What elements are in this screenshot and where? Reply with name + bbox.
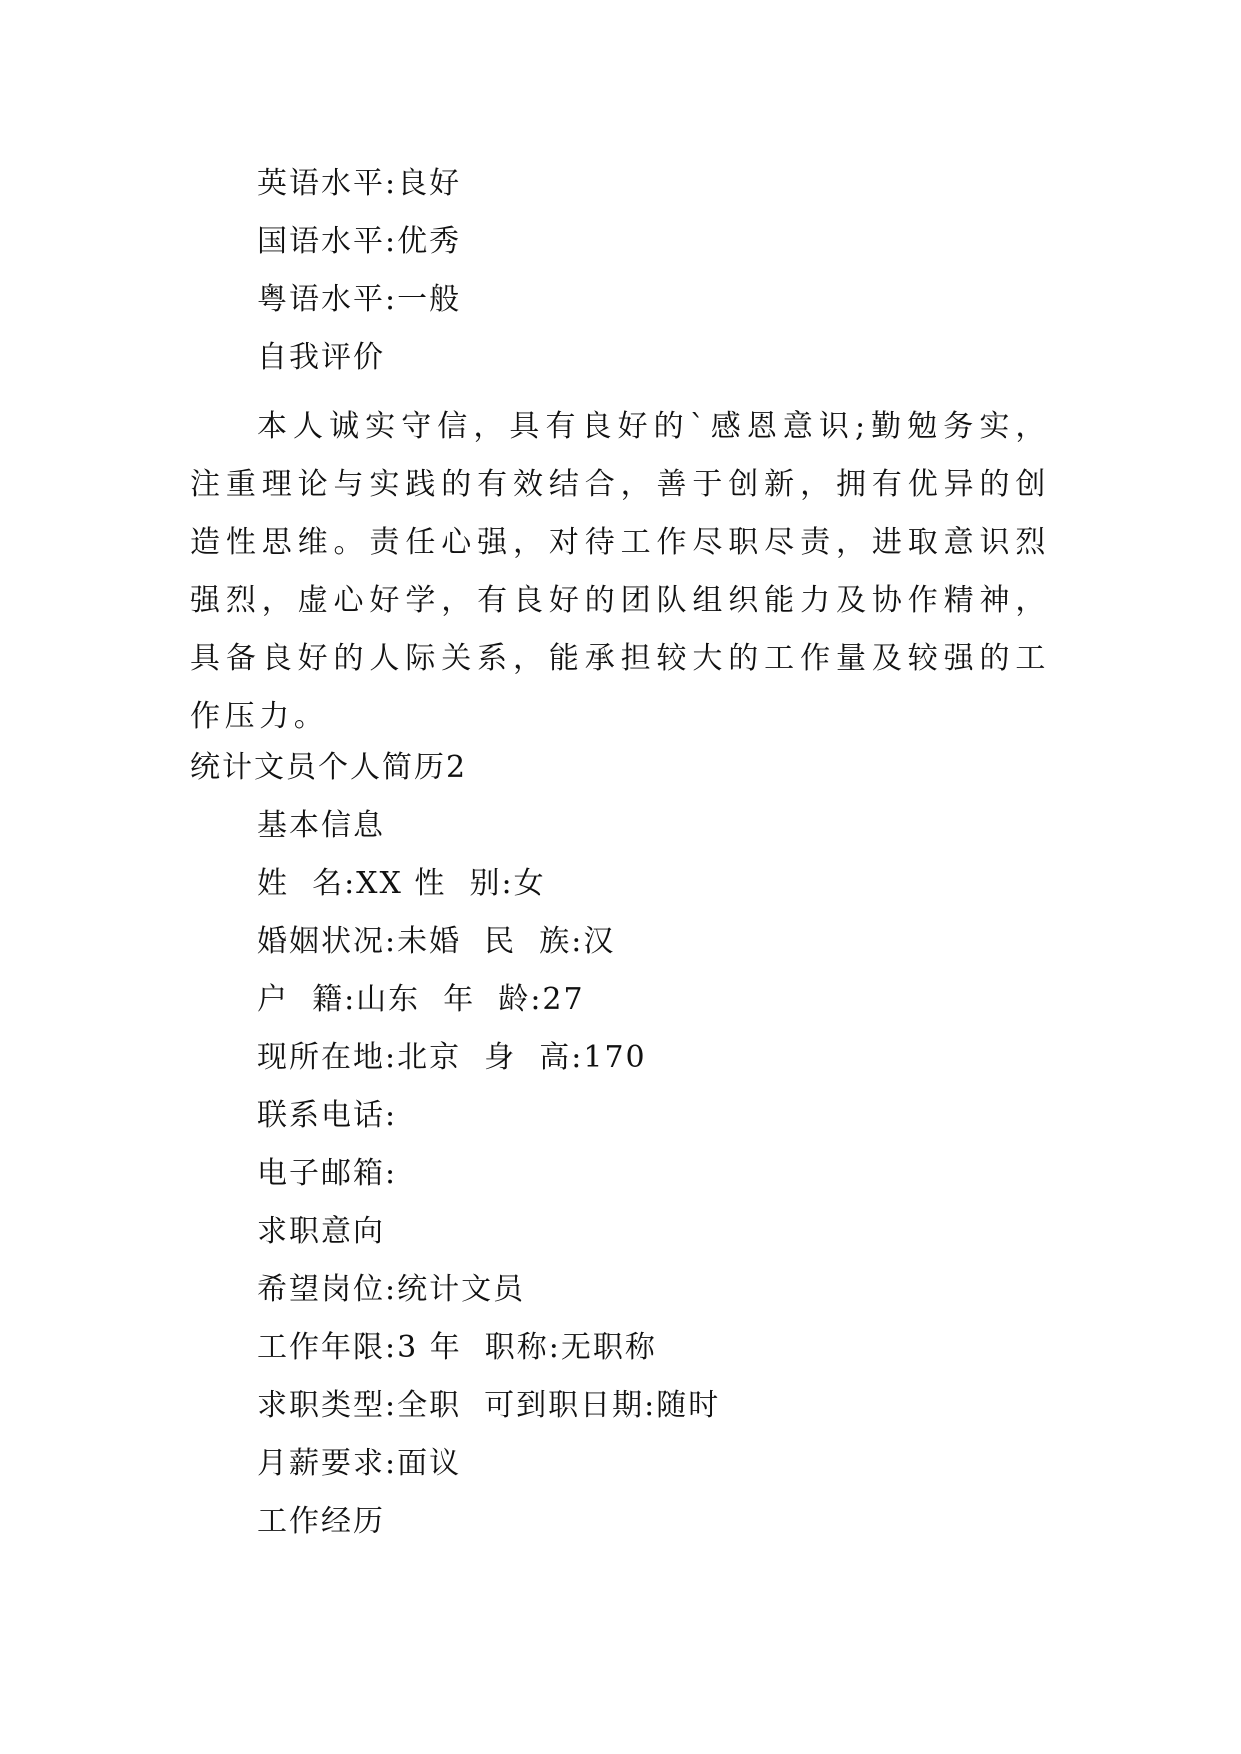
location-height-line: 现所在地:北京 身 高:170 xyxy=(257,1040,647,1075)
basic-info-heading: 基本信息 xyxy=(257,808,385,843)
work-experience-heading: 工作经历 xyxy=(257,1504,385,1539)
hometown-age-line: 户 籍:山东 年 龄:27 xyxy=(257,982,585,1017)
phone-line: 联系电话: xyxy=(257,1098,398,1133)
english-level: 英语水平:良好 xyxy=(257,166,462,201)
cantonese-level: 粤语水平:一般 xyxy=(257,282,462,317)
job-intention-heading: 求职意向 xyxy=(257,1214,385,1249)
self-evaluation-paragraph: 本人诚实守信，具有良好的`感恩意识;勤勉务实，注重理论与实践的有效结合，善于创新，拥有优异的创造性思维。责任心强，对待工作尽职尽责，进取意识烈强烈，虚心好学，有良好的团队组织能力及协作精神，具备良好的人际关系，能承担较大的工作量及较强的工作压力。 xyxy=(190,409,1050,734)
email-line: 电子邮箱: xyxy=(257,1156,398,1191)
name-gender-line: 姓 名:XX 性 别:女 xyxy=(257,866,546,901)
mandarin-level: 国语水平:优秀 xyxy=(257,224,462,259)
desired-position-line: 希望岗位:统计文员 xyxy=(257,1272,526,1307)
self-evaluation-heading: 自我评价 xyxy=(257,340,385,375)
resume-title: 统计文员个人简历2 xyxy=(190,750,468,785)
work-years-title-line: 工作年限:3 年 职称:无职称 xyxy=(257,1330,657,1365)
marital-ethnicity-line: 婚姻状况:未婚 民 族:汉 xyxy=(257,924,616,959)
job-type-availability-line: 求职类型:全职 可到职日期:随时 xyxy=(257,1388,721,1423)
salary-requirement-line: 月薪要求:面议 xyxy=(257,1446,462,1481)
